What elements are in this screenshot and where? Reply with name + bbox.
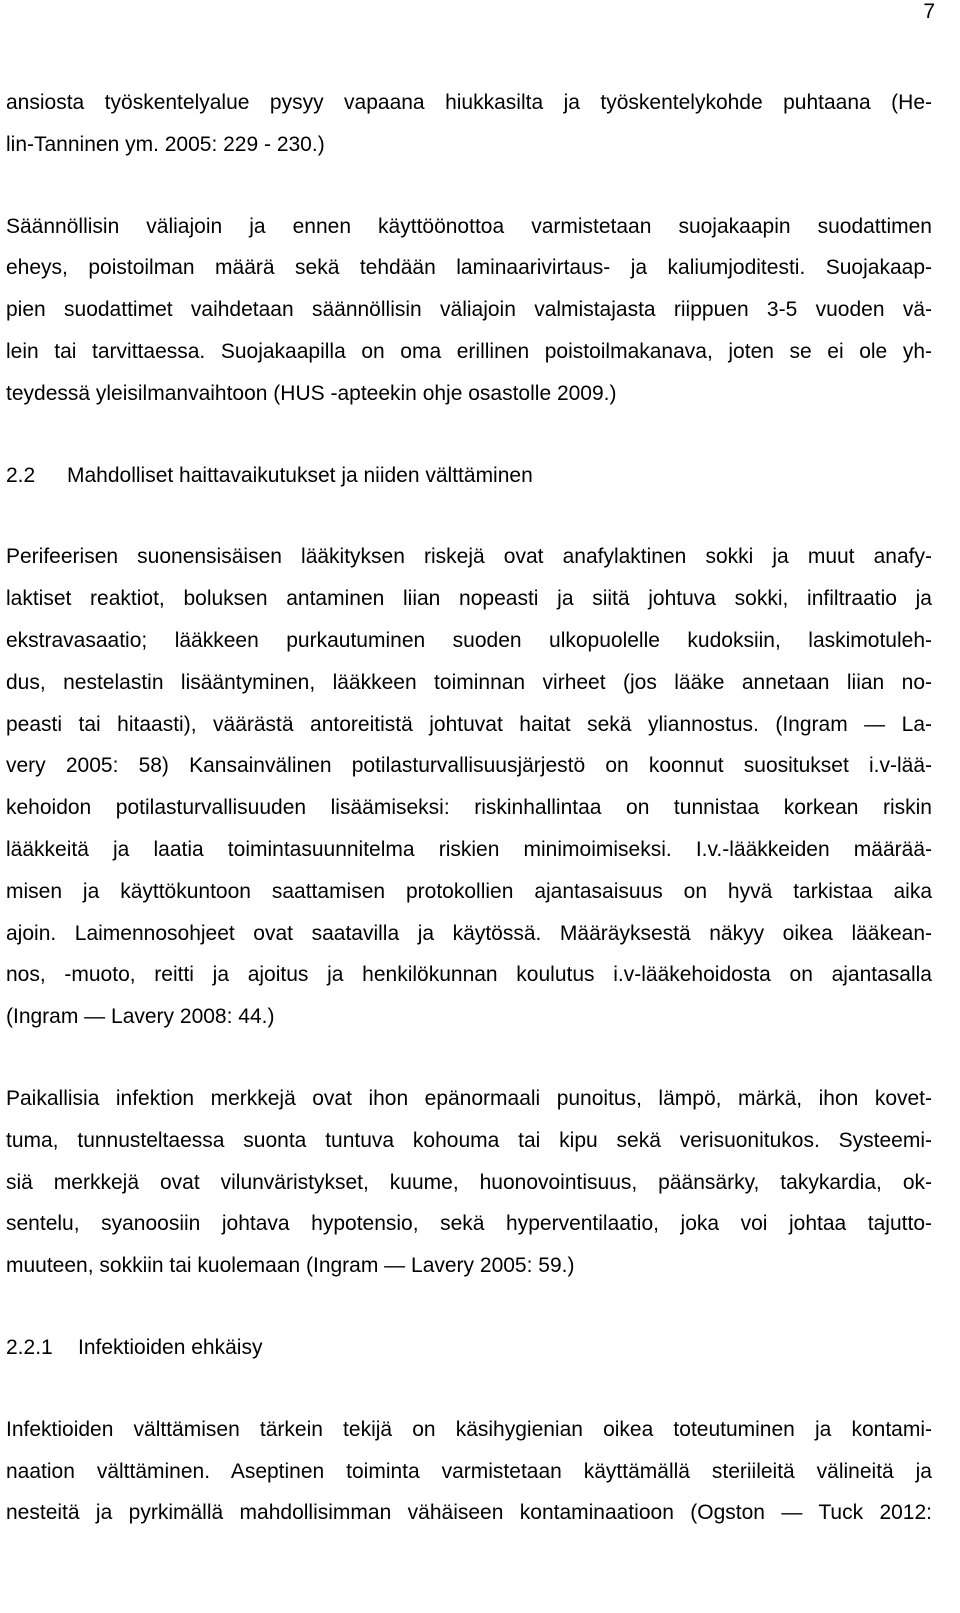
text-line: ekstravasaatio; lääkkeen purkautuminen suoden ulkopuolelle kudoksiin, laskimotuleh- bbox=[6, 628, 932, 652]
text-line: Paikallisia infektion merkkejä ovat ihon epänormaali punoitus, lämpö, märkä, ihon kovet- bbox=[6, 1086, 932, 1110]
paragraph-infection-signs bbox=[6, 1078, 932, 1287]
paragraph-infection-prevention bbox=[6, 1409, 932, 1534]
text-line: lin-Tanninen ym. 2005: 229 - 230.) bbox=[6, 132, 325, 156]
text-line: pien suodattimet vaihdetaan säännöllisin väliajoin valmistajasta riippuen 3-5 vuoden vä- bbox=[6, 298, 932, 322]
text-line: siä merkkejä ovat vilunväristykset, kuume, huonovointisuus, päänsärky, takykardia, ok- bbox=[6, 1170, 932, 1194]
section-heading-2-2-1 bbox=[6, 1327, 932, 1369]
document-body bbox=[6, 82, 932, 1534]
paragraph-workspace-cleanliness bbox=[6, 82, 932, 166]
text-line: teydessä yleisilmanvaihtoon (HUS -apteekin ohje osastolle 2009.) bbox=[6, 381, 617, 405]
text-line: ajoin. Laimennosohjeet ovat saatavilla ja käytössä. Määräyksestä näkyy oikea lääkean- bbox=[6, 921, 932, 945]
text-line: tuma, tunnusteltaessa suonta tuntuva kohouma tai kipu sekä verisuonitukos. Systeemi- bbox=[6, 1128, 932, 1152]
section-number: 2.2.1 bbox=[6, 1335, 53, 1359]
text-line: muuteen, sokkiin tai kuolemaan (Ingram — Lavery 2005: 59.) bbox=[6, 1254, 575, 1278]
text-line: lääkkeitä ja laatia toimintasuunnitelma riskien minimoimiseksi. I.v.-lääkkeiden määrää- bbox=[6, 837, 932, 861]
text-line: very 2005: 58) Kansainvälinen potilasturvallisuusjärjestö on koonnut suositukset i.v-lää- bbox=[6, 754, 932, 778]
paragraph-iv-medication-risks bbox=[6, 536, 932, 1038]
text-line: Perifeerisen suonensisäisen lääkityksen riskejä ovat anafylaktinen sokki ja muut anafy- bbox=[6, 545, 932, 569]
text-line: sentelu, syanoosiin johtava hypotensio, sekä hyperventilaatio, joka voi johtaa tajutto- bbox=[6, 1212, 932, 1236]
text-line: ansiosta työskentelyalue pysyy vapaana hiukkasilta ja työskentelykohde puhtaana (He- bbox=[6, 91, 932, 114]
section-title: Mahdolliset haittavaikutukset ja niiden välttäminen bbox=[67, 463, 533, 487]
text-line: Säännöllisin väliajoin ja ennen käyttöönottoa varmistetaan suojakaapin suodattimen bbox=[6, 214, 932, 238]
text-line: nos, -muoto, reitti ja ajoitus ja henkilökunnan koulutus i.v-lääkehoidosta on ajantasalla bbox=[6, 963, 932, 987]
text-line: misen ja käyttökuntoon saattamisen protokollien ajantasaisuus on hyvä tarkistaa aika bbox=[6, 879, 932, 903]
text-line: kehoidon potilasturvallisuuden lisäämiseksi: riskinhallintaa on tunnistaa korkean riskin bbox=[6, 796, 932, 820]
text-line: naation välttäminen. Aseptinen toiminta varmistetaan käyttämällä steriileitä välineitä ja bbox=[6, 1459, 932, 1483]
page-number: 7 bbox=[923, 0, 935, 23]
text-line: lein tai tarvittaessa. Suojakaapilla on oma erillinen poistoilmakanava, joten se ei ole yh- bbox=[6, 339, 932, 363]
section-heading-2-2 bbox=[6, 455, 932, 497]
paragraph-safety-cabinet-checks bbox=[6, 206, 932, 415]
section-number: 2.2 bbox=[6, 463, 36, 487]
text-line: nesteitä ja pyrkimällä mahdollisimman vähäiseen kontaminaatioon (Ogston — Tuck 2012: bbox=[6, 1501, 932, 1525]
text-line: (Ingram — Lavery 2008: 44.) bbox=[6, 1005, 275, 1029]
section-title: Infektioiden ehkäisy bbox=[78, 1335, 263, 1359]
text-line: peasti tai hitaasti), väärästä antoreitistä johtuvat haitat sekä yliannostus. (Ingram — La- bbox=[6, 712, 932, 736]
text-line: dus, nestelastin lisääntyminen, lääkkeen toiminnan virheet (jos lääke annetaan liian no- bbox=[6, 670, 932, 694]
text-line: Infektioiden välttämisen tärkein tekijä on käsihygienian oikea toteutuminen ja kontami- bbox=[6, 1417, 932, 1441]
text-line: laktiset reaktiot, boluksen antaminen liian nopeasti ja siitä johtuva sokki, infiltraatio ja bbox=[6, 587, 932, 611]
text-line: eheys, poistoilman määrä sekä tehdään laminaarivirtaus- ja kaliumjoditesti. Suojakaap- bbox=[6, 256, 932, 280]
